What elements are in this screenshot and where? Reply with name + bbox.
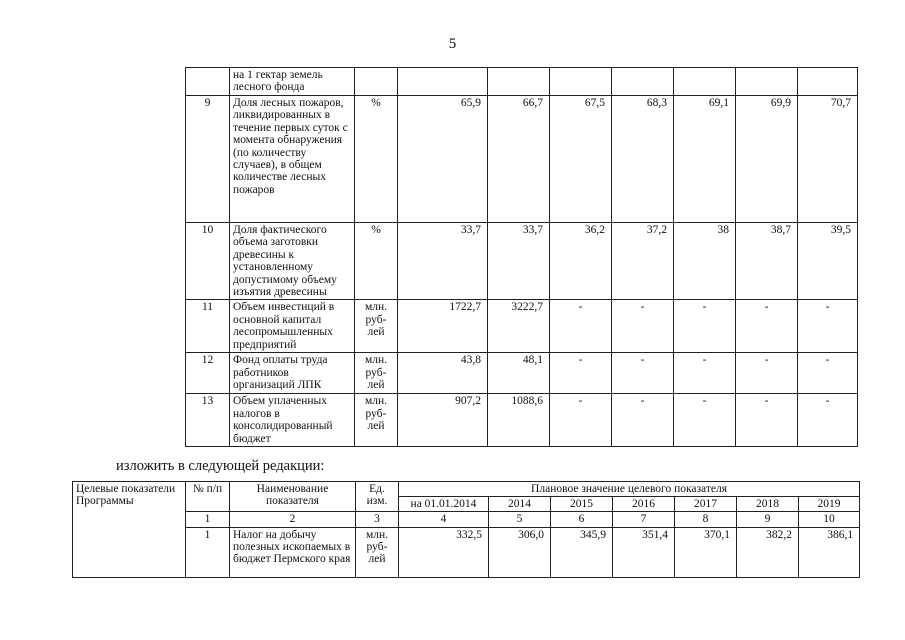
row-name: Налог на добычу полезных ископаемых в бюджет Пермского края: [230, 527, 356, 577]
table-row: [73, 527, 860, 577]
year-header: 2014: [489, 497, 551, 512]
row-value: 38,7: [736, 223, 798, 300]
table-row: [186, 353, 858, 394]
row-unit: млн. руб-лей: [355, 353, 398, 394]
table-row: [186, 394, 858, 447]
row-value: [398, 68, 488, 96]
row-number: 12: [186, 353, 230, 394]
row-value: 33,7: [488, 223, 550, 300]
col-number: 10: [799, 512, 860, 527]
row-unit: млн. руб-лей: [356, 527, 399, 577]
year-header: на 01.01.2014: [399, 497, 489, 512]
row-value: -: [612, 394, 674, 447]
row-value: [736, 68, 798, 96]
row-value: -: [674, 353, 736, 394]
row-value: 69,1: [674, 96, 736, 223]
row-number: 1: [186, 527, 230, 577]
row-value: -: [798, 353, 858, 394]
row-value: 43,8: [398, 353, 488, 394]
row-value: 351,4: [613, 527, 675, 577]
row-value: 66,7: [488, 96, 550, 223]
row-value: -: [674, 300, 736, 353]
row-name: Доля лесных пожаров, ликвидированных в течение первых суток с момента обнаружения (по количеству случаев), в общем количестве лесных пожаров: [230, 96, 355, 223]
intro-text: изложить в следующей редакции:: [116, 458, 325, 474]
row-value: [612, 68, 674, 96]
row-value: -: [736, 353, 798, 394]
row-number: [186, 68, 230, 96]
table-row: [186, 223, 858, 300]
row-value: 370,1: [675, 527, 737, 577]
row-value: 382,2: [737, 527, 799, 577]
row-unit: %: [355, 223, 398, 300]
indicators-table-continued: [185, 67, 858, 447]
col-number: 9: [737, 512, 799, 527]
row-value: 1088,6: [488, 394, 550, 447]
row-value: [488, 68, 550, 96]
col-number: 6: [551, 512, 613, 527]
row-value: 38: [674, 223, 736, 300]
row-unit: [355, 68, 398, 96]
header-name: Наименование показателя: [230, 482, 356, 512]
row-value: 70,7: [798, 96, 858, 223]
table-row: [186, 96, 858, 223]
row-name: Объем инвестиций в основной капитал лесопромышленных предприятий: [230, 300, 355, 353]
row-unit: млн. руб-лей: [355, 394, 398, 447]
col-number: 4: [399, 512, 489, 527]
year-header: 2018: [737, 497, 799, 512]
row-value: -: [736, 394, 798, 447]
row-value: 69,9: [736, 96, 798, 223]
row-value: -: [736, 300, 798, 353]
target-indicators-table: [72, 481, 860, 578]
row-value: -: [798, 300, 858, 353]
table-row: [186, 300, 858, 353]
col-number: 3: [356, 512, 399, 527]
row-value: 306,0: [489, 527, 551, 577]
row-number: 11: [186, 300, 230, 353]
col-number: 2: [230, 512, 356, 527]
row-value: -: [674, 394, 736, 447]
col-number: 7: [613, 512, 675, 527]
row-value: -: [798, 394, 858, 447]
col-number: 8: [675, 512, 737, 527]
row-value: 33,7: [398, 223, 488, 300]
year-header: 2015: [551, 497, 613, 512]
targets-label: Целевые показатели Программы: [73, 482, 186, 578]
header-no: № п/п: [186, 482, 230, 512]
row-value: 68,3: [612, 96, 674, 223]
row-value: -: [550, 394, 612, 447]
row-value: 907,2: [398, 394, 488, 447]
row-value: -: [612, 353, 674, 394]
row-value: -: [612, 300, 674, 353]
row-value: [674, 68, 736, 96]
row-unit: %: [355, 96, 398, 223]
row-value: 386,1: [799, 527, 860, 577]
row-number: 10: [186, 223, 230, 300]
year-header: 2019: [799, 497, 860, 512]
row-value: 3222,7: [488, 300, 550, 353]
row-value: 1722,7: [398, 300, 488, 353]
row-value: 36,2: [550, 223, 612, 300]
row-value: 332,5: [399, 527, 489, 577]
table-row: [186, 68, 858, 96]
page-number: 5: [448, 36, 457, 52]
col-number: 5: [489, 512, 551, 527]
row-unit: млн. руб-лей: [355, 300, 398, 353]
year-header: 2016: [613, 497, 675, 512]
row-value: -: [550, 353, 612, 394]
row-value: -: [550, 300, 612, 353]
row-name: Доля фактического объема заготовки древесины к установленному допустимому объему изъятия древесины: [230, 223, 355, 300]
year-header: 2017: [675, 497, 737, 512]
row-name: Фонд оплаты труда работников организаций ЛПК: [230, 353, 355, 394]
header-unit: Ед. изм.: [356, 482, 399, 512]
row-value: [550, 68, 612, 96]
row-value: 39,5: [798, 223, 858, 300]
row-value: [798, 68, 858, 96]
col-number: 1: [186, 512, 230, 527]
row-value: 345,9: [551, 527, 613, 577]
row-value: 65,9: [398, 96, 488, 223]
header-planned: Плановое значение целевого показателя: [399, 482, 860, 497]
row-value: 48,1: [488, 353, 550, 394]
row-name: на 1 гектар земель лесного фонда: [230, 68, 355, 96]
row-value: 67,5: [550, 96, 612, 223]
row-value: 37,2: [612, 223, 674, 300]
row-name: Объем уплаченных налогов в консолидированный бюджет: [230, 394, 355, 447]
row-number: 13: [186, 394, 230, 447]
row-number: 9: [186, 96, 230, 223]
